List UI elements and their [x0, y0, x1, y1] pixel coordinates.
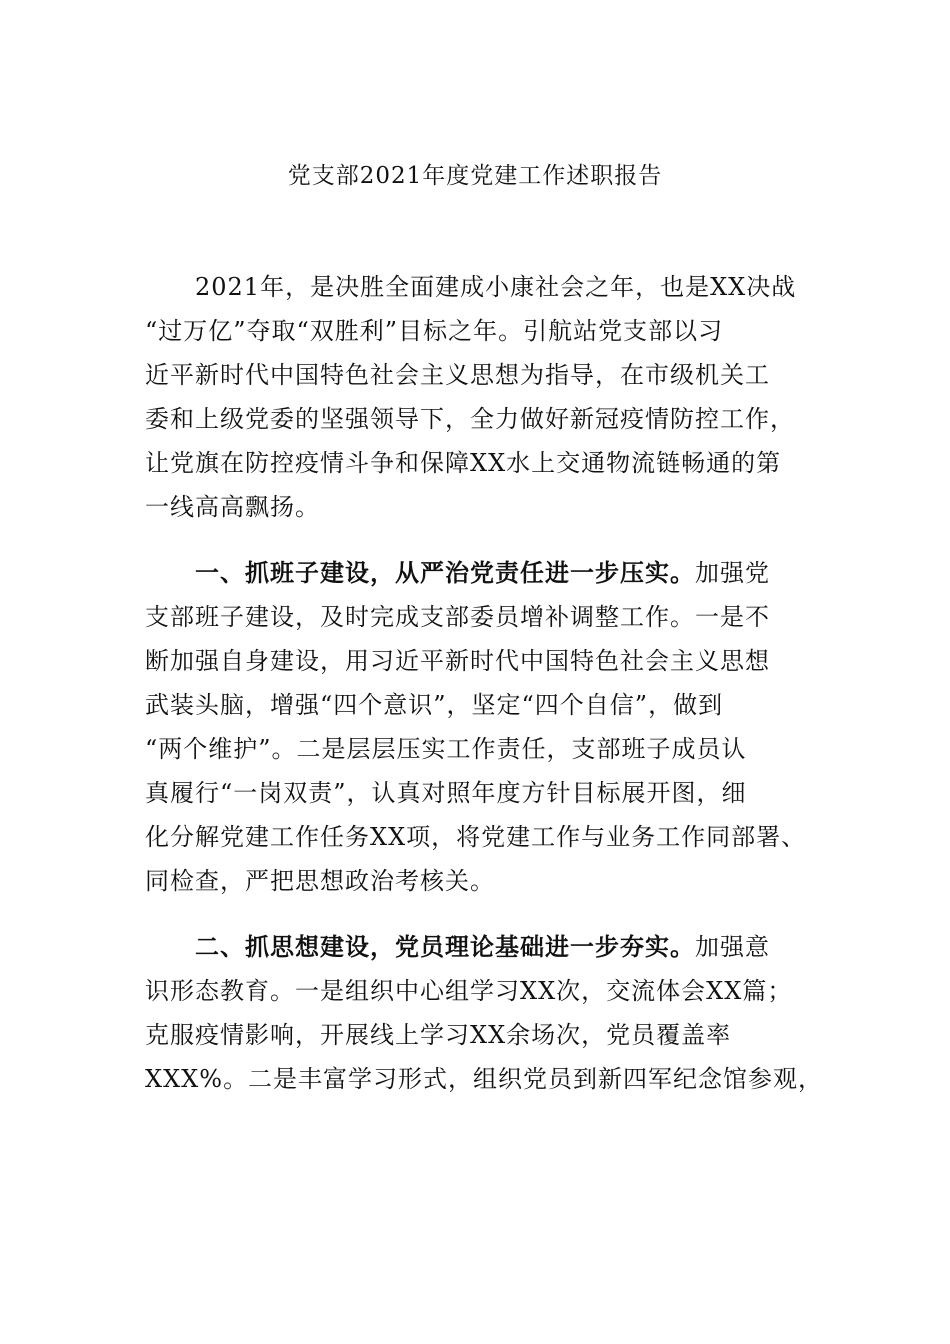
section-2-first-line: [145, 925, 815, 969]
intro-line: “过万亿”夺取“双胜利”目标之年。引航站党支部以习: [145, 317, 724, 345]
section-2-line: XXX%。二是丰富学习形式，组织党员到新四军纪念馆参观，: [145, 1065, 824, 1093]
section-2-paragraph: [145, 925, 824, 1101]
section-2-first-rest: 加强意: [695, 933, 770, 961]
intro-line: 委和上级党委的坚强领导下，全力做好新冠疫情防控工作，: [145, 405, 795, 433]
intro-line: 2021年，是决胜全面建成小康社会之年，也是XX决战: [195, 273, 797, 301]
intro-line: 让党旗在防控疫情斗争和保障XX水上交通物流链畅通的第: [145, 449, 782, 477]
section-1-first-line: [145, 551, 815, 595]
document-title: 党支部2021年度党建工作述职报告: [287, 163, 663, 189]
intro-paragraph: [145, 265, 815, 529]
document-body: [145, 265, 824, 1101]
section-1-first-rest: 加强党: [695, 559, 770, 587]
section-1-line: 武装头脑，增强“四个意识”，坚定“四个自信”，做到: [145, 691, 724, 719]
section-1-line: “两个维护”。二是层层压实工作责任，支部班子成员认: [145, 735, 747, 763]
section-1-line: 真履行“一岗双责”，认真对照年度方针目标展开图，细: [145, 779, 747, 807]
section-2-line: 克服疫情影响，开展线上学习XX余场次，党员覆盖率: [145, 1021, 732, 1049]
intro-line: 近平新时代中国特色社会主义思想为指导，在市级机关工: [145, 361, 770, 389]
section-1-line: 化分解党建工作任务XX项，将党建工作与业务工作同部署、: [145, 823, 807, 851]
section-1-line: 支部班子建设，及时完成支部委员增补调整工作。一是不: [145, 603, 770, 631]
section-2-heading: 二、抓思想建设，党员理论基础进一步夯实。: [195, 932, 695, 961]
section-1-line: 同检查，严把思想政治考核关。: [145, 867, 495, 895]
section-2-line: 识形态教育。一是组织中心组学习XX次，交流体会XX篇；: [145, 977, 793, 1005]
section-1-heading: 一、抓班子建设，从严治党责任进一步压实。: [195, 558, 695, 587]
intro-line: 一线高高飘扬。: [145, 493, 320, 521]
section-1-line: 断加强自身建设，用习近平新时代中国特色社会主义思想: [145, 647, 770, 675]
section-1-paragraph: [145, 551, 815, 903]
